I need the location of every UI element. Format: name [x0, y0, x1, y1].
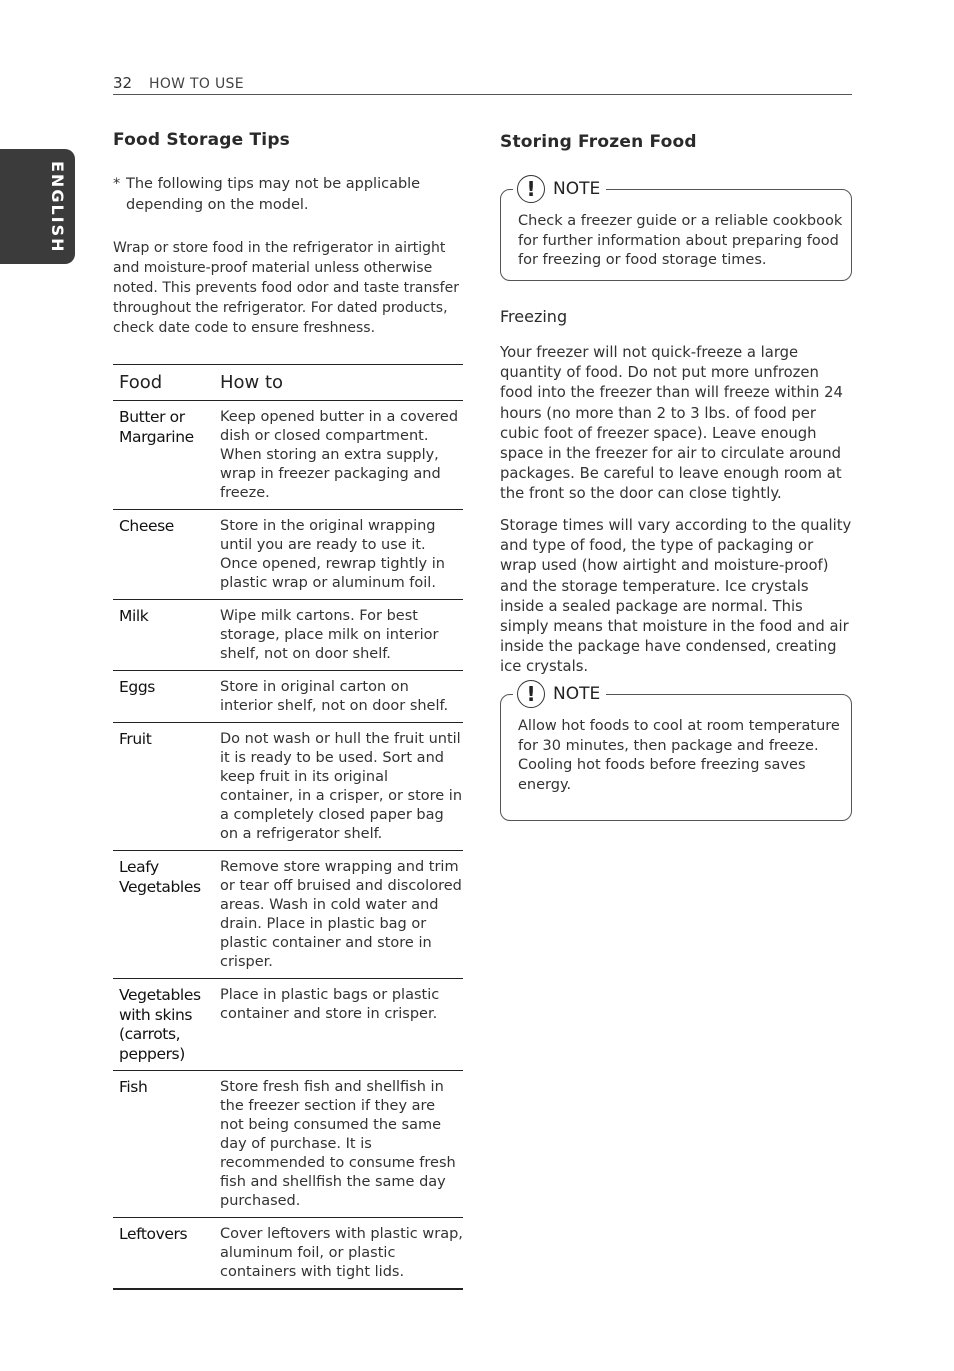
food-name: Vegetables with skins (carrots, peppers) [113, 979, 214, 1071]
note-heading [513, 175, 606, 203]
note-box-cooling [500, 682, 852, 821]
table-row [113, 600, 463, 671]
table-row [113, 979, 463, 1071]
column-header-how-to: How to [214, 365, 463, 401]
food-instructions: Do not wash or hull the fruit until it is ready to be used. Sort and keep fruit in its original container, in a crisper, or store in a completely closed paper bag on a refrigerator shelf. [214, 723, 463, 851]
column-header-food: Food [113, 365, 214, 401]
table-header-row [113, 365, 463, 401]
model-tip [113, 174, 463, 216]
left-column [113, 130, 463, 1280]
tip-text: The following tips may not be applicable depending on the model. [126, 176, 421, 213]
table-row [113, 1071, 463, 1218]
food-name: Leafy Vegetables [113, 851, 214, 979]
food-instructions: Store in the original wrapping until you are ready to use it. Once opened, rewrap tightly in plastic wrap or aluminum foil. [214, 510, 463, 600]
food-instructions: Store fresh fish and shellfish in the freezer section if they are not being consumed the same day of purchase. It is recommended to consume fresh fish and shellfish the same day purchased. [214, 1071, 463, 1218]
table-row [113, 671, 463, 723]
note-label: NOTE [553, 684, 601, 704]
table-row [113, 510, 463, 600]
food-storage-title: Food Storage Tips [113, 130, 291, 150]
food-name: Leftovers [113, 1218, 214, 1290]
table-row [113, 851, 463, 979]
table-row [113, 723, 463, 851]
food-name: Fruit [113, 723, 214, 851]
note-text: Check a freezer guide or a reliable cookbook for further information about preparing food for freezing or food storage times. [518, 213, 843, 268]
food-name: Eggs [113, 671, 214, 723]
freezing-paragraph: Your freezer will not quick-freeze a large quantity of food. Do not put more unfrozen food into the freezer than will freeze within 24 hours (no more than 2 to 3 lbs. of food per cubic foot of freezer space). Leave enough space in the freezer for air to circulate around packages. Be careful to leave enough room at the front so the door can close tightly. [500, 344, 843, 503]
note-box-guide [500, 177, 852, 281]
food-instructions: Remove store wrapping and trim or tear off bruised and discolored areas. Wash in cold water and drain. Place in plastic bag or plastic container and store in crisper. [214, 851, 463, 979]
exclamation-icon: ! [517, 175, 545, 203]
tip-asterisk: * [113, 176, 121, 192]
food-instructions: Store in original carton on interior shelf, not on door shelf. [214, 671, 463, 723]
food-name: Butter or Margarine [113, 401, 214, 510]
note-text: Allow hot foods to cool at room temperature for 30 minutes, then package and freeze. Cooling hot foods before freezing saves energy. [518, 718, 840, 793]
freezing-subtitle: Freezing [500, 307, 568, 326]
language-tab [0, 149, 75, 264]
table-row [113, 1218, 463, 1290]
right-column [500, 130, 852, 793]
page-header [113, 74, 852, 95]
table-row [113, 401, 463, 510]
page-number: 32 [113, 74, 133, 92]
exclamation-icon: ! [517, 680, 545, 708]
food-name: Milk [113, 600, 214, 671]
food-name: Fish [113, 1071, 214, 1218]
food-instructions: Cover leftovers with plastic wrap, aluminum foil, or plastic containers with tight lids. [214, 1218, 463, 1290]
storage-times-paragraph: Storage times will vary according to the quality and type of food, the type of packaging or wrap used (how airtight and moisture-proof) and the storage temperature. Ice crystals inside a sealed package are normal. This simply means that moisture in the food and air inside the package have condensed, creating ice crystals. [500, 517, 852, 676]
note-heading [513, 680, 606, 708]
food-instructions: Wipe milk cartons. For best storage, place milk on interior shelf, not on door shelf. [214, 600, 463, 671]
note-label: NOTE [553, 179, 601, 199]
language-tab-label: ENGLISH [48, 161, 67, 254]
frozen-food-title: Storing Frozen Food [500, 132, 697, 152]
food-instructions: Keep opened butter in a covered dish or closed compartment. When storing an extra supply, wrap in freezer packaging and freeze. [214, 401, 463, 510]
food-name: Cheese [113, 510, 214, 600]
section-name: HOW TO USE [149, 76, 244, 92]
intro-paragraph: Wrap or store food in the refrigerator in airtight and moisture-proof material unless otherwise noted. This prevents food odor and taste transfer throughout the refrigerator. For dated products, check date code to ensure freshness. [113, 240, 459, 336]
food-instructions: Place in plastic bags or plastic container and store in crisper. [214, 979, 463, 1071]
food-storage-table [113, 364, 463, 1290]
